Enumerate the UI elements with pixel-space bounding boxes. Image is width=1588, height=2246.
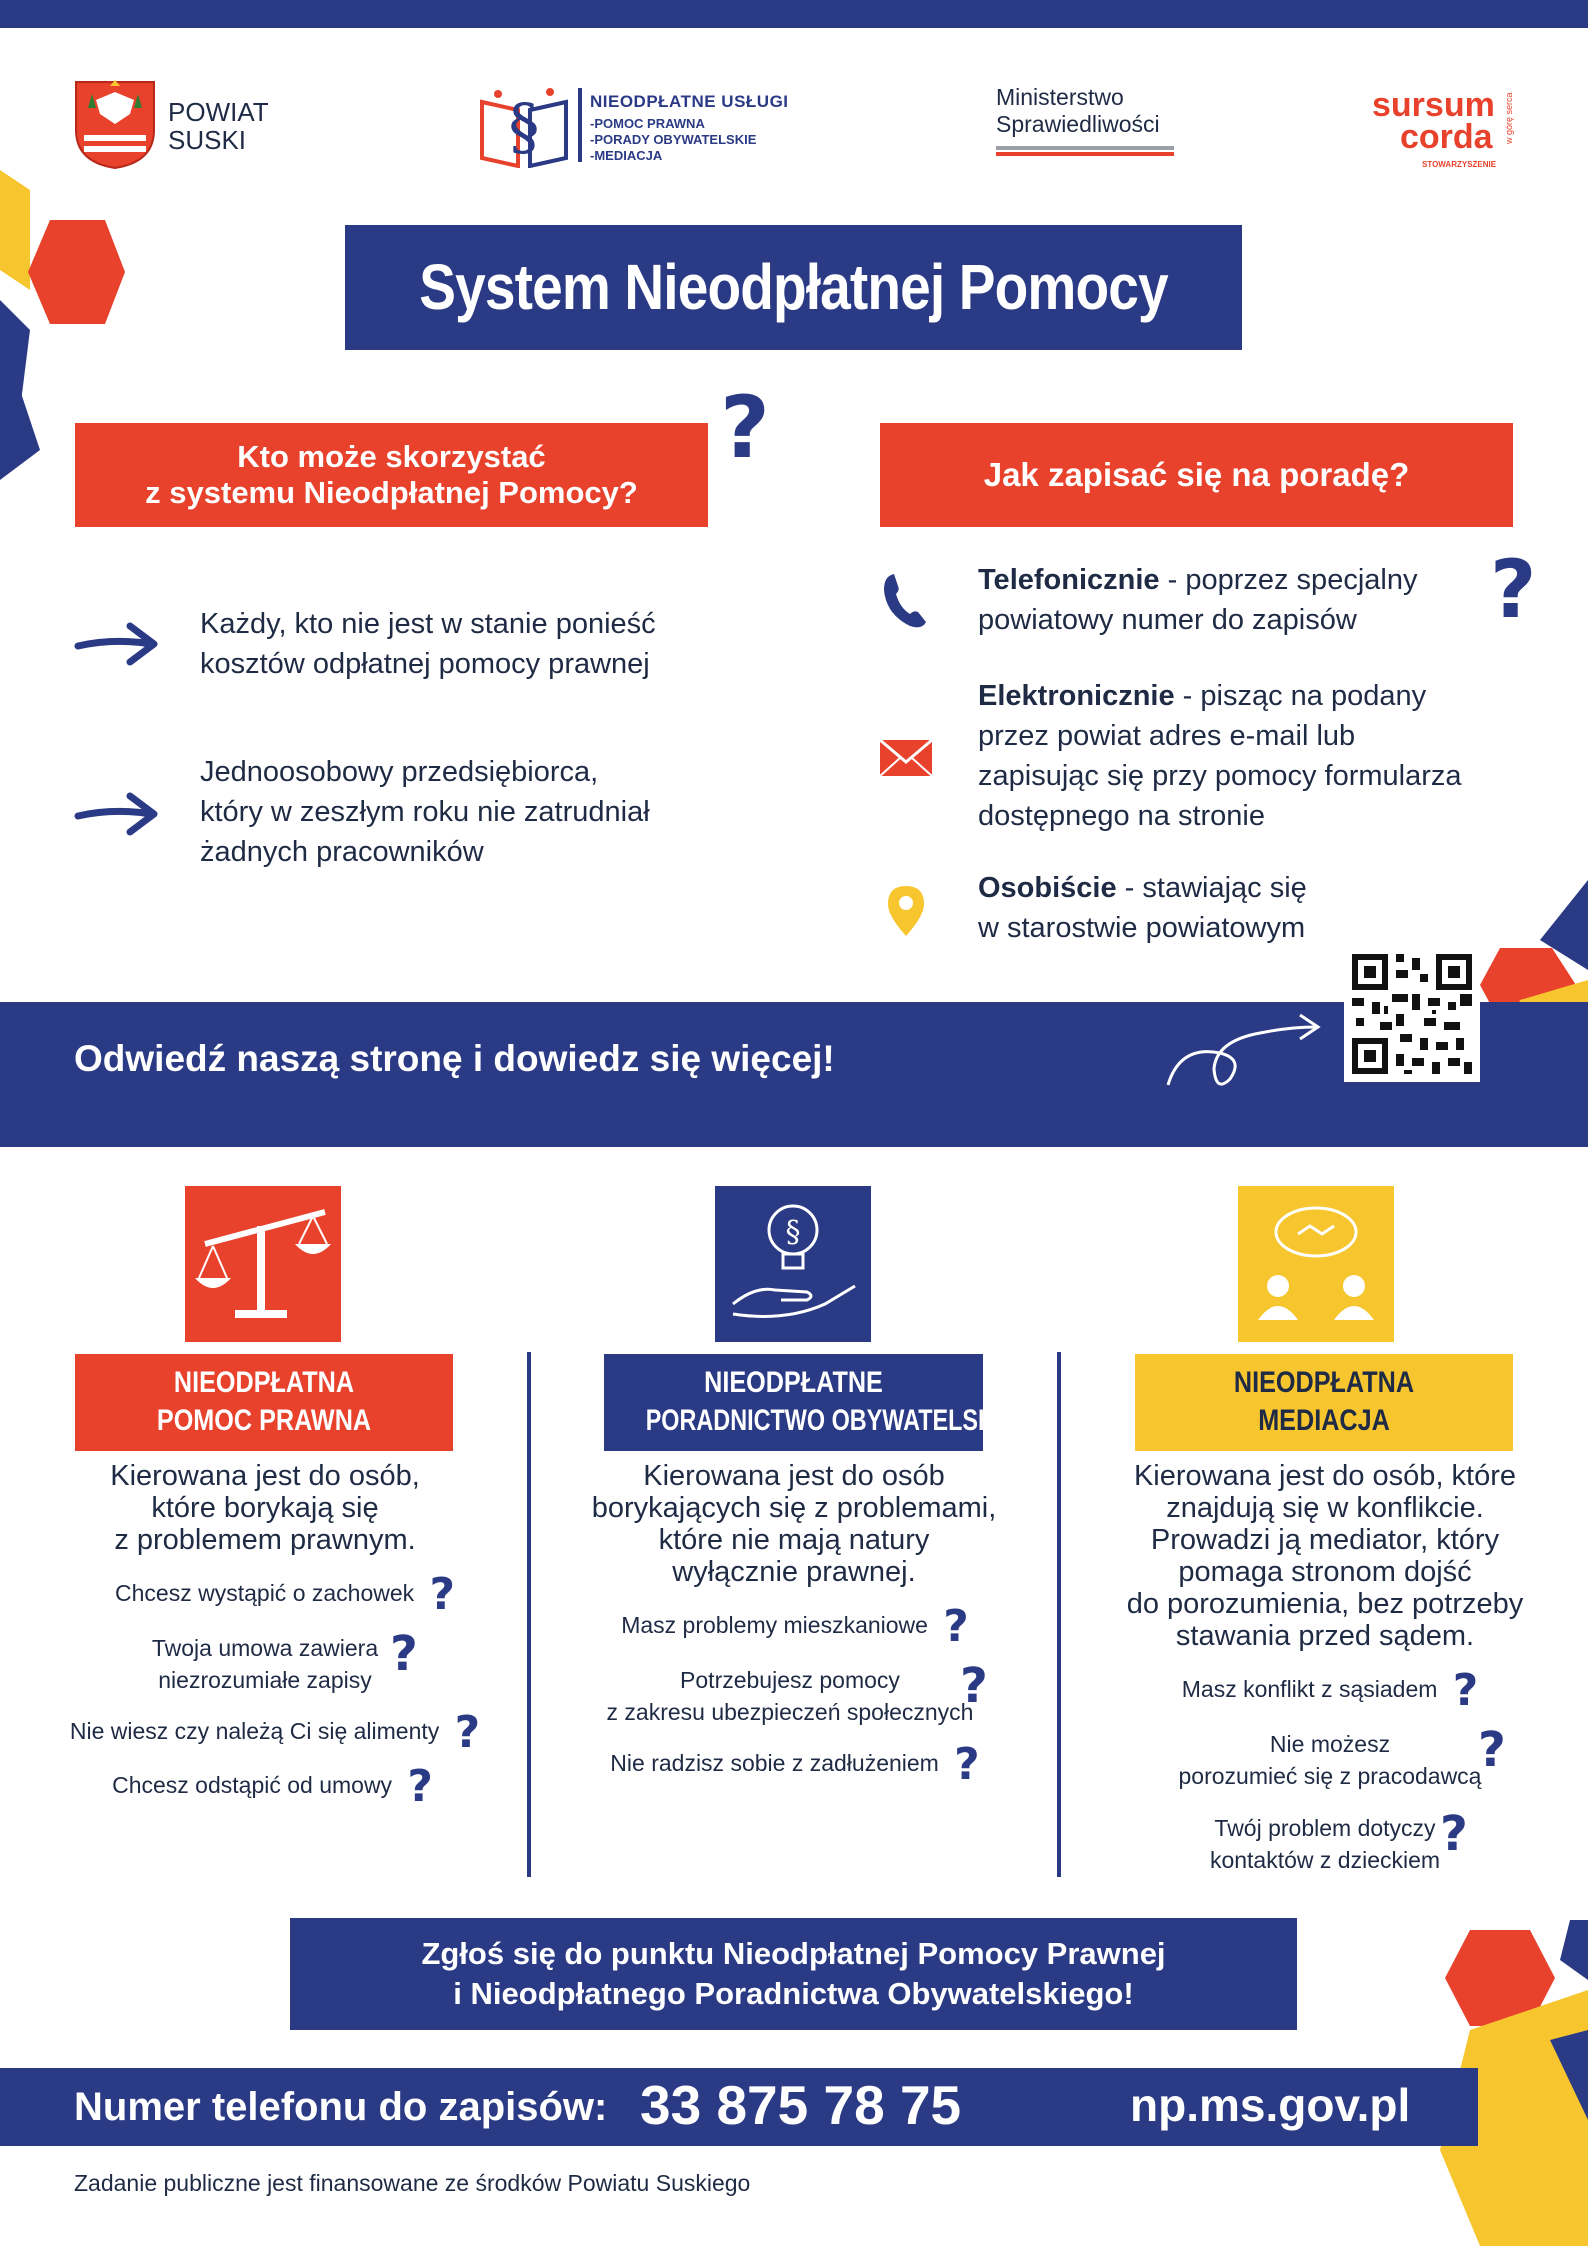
nus-title: NIEODPŁATNE USŁUGI <box>590 92 789 111</box>
question-text: Masz problemy mieszkaniowe <box>621 1612 928 1638</box>
question-mark-icon: ? <box>960 1658 988 1714</box>
svg-text:§: § <box>508 90 540 163</box>
top-bar <box>0 0 1588 28</box>
who-heading-line1: Kto może skorzystać <box>237 439 546 474</box>
sursum-sub: STOWARZYSZENIE <box>1422 160 1497 169</box>
how-email-rest: - pisząc na podany <box>1174 680 1427 712</box>
question-mark-icon: ? <box>720 378 770 478</box>
qr-code-icon <box>1344 946 1480 1082</box>
column-question <box>1140 1722 1520 1792</box>
column-question <box>590 1658 990 1728</box>
how-phone <box>978 560 1417 640</box>
arrow-right-icon <box>74 790 158 838</box>
question-mark-icon: ? <box>938 1739 980 1790</box>
question-mark-icon: ? <box>1478 1722 1506 1778</box>
question-text: Chcesz wystąpić o zachowek <box>115 1580 415 1606</box>
question-mark-icon: ? <box>414 1569 455 1620</box>
nieodplatne-uslugi-logo <box>478 82 808 172</box>
who-item-line: kosztów odpłatnej pomocy prawnej <box>200 648 650 680</box>
how-person <box>978 868 1307 948</box>
cta-line1: Zgłoś się do punktu Nieodpłatnej Pomocy Prawnej <box>421 1936 1166 1971</box>
question-text: Nie wiesz czy należą Ci się alimenty <box>69 1718 440 1744</box>
footer-phone-number[interactable]: 33 875 78 75 <box>640 2074 962 2136</box>
how-email-line2: przez powiat adres e-mail lub <box>978 720 1356 752</box>
envelope-icon <box>878 738 934 778</box>
column-desc <box>60 1460 470 1556</box>
question-text: Nie możesz <box>1269 1731 1391 1757</box>
nus-item: -PORADY OBYWATELSKIE <box>590 132 757 147</box>
powiat-line2: SUSKI <box>168 125 247 155</box>
question-text: porozumieć się z pracodawcą <box>1178 1763 1482 1789</box>
how-email-line3: zapisując się przy pomocy formularza <box>978 760 1462 792</box>
column-question <box>600 1739 990 1790</box>
nus-item: -MEDIACJA <box>590 148 663 163</box>
who-item-line: który w zeszłym roku nie zatrudniał <box>200 796 650 828</box>
how-heading-box <box>880 423 1513 527</box>
column-desc-line: wyłącznie prawnej. <box>672 1556 916 1588</box>
bulb-icon-box <box>715 1186 871 1342</box>
nus-item: -POMOC PRAWNA <box>590 116 705 131</box>
column-divider <box>527 1352 531 1877</box>
column-desc-line: które nie mają natury <box>658 1524 930 1556</box>
how-heading: Jak zapisać się na poradę? <box>983 456 1410 493</box>
sursum-line1: sursum <box>1372 86 1495 124</box>
who-item-line: Jednoosobowy przedsiębiorca, <box>200 756 599 788</box>
question-text: niezrozumiałe zapisy <box>158 1667 372 1693</box>
column-divider <box>1057 1352 1061 1877</box>
visit-banner-text: Odwiedź naszą stronę i dowiedz się więcej! <box>74 1038 835 1079</box>
footer-website-link[interactable]: np.ms.gov.pl <box>1130 2079 1411 2131</box>
column-title-line2: MEDIACJA <box>1258 1404 1390 1437</box>
column-desc <box>570 1460 1018 1588</box>
column-question <box>1140 1665 1520 1716</box>
column-question <box>1140 1806 1510 1876</box>
column-title-box <box>1135 1354 1513 1451</box>
how-phone-line2: powiatowy numer do zapisów <box>978 604 1357 636</box>
question-text: kontaktów z dzieckiem <box>1209 1847 1441 1873</box>
sursum-corda-logo <box>1372 84 1522 174</box>
column-title-line1: NIEODPŁATNE <box>704 1366 883 1399</box>
svg-text:§: § <box>785 1215 801 1250</box>
question-text: Potrzebujesz pomocy <box>680 1667 900 1693</box>
column-desc-line: Kierowana jest do osób, które <box>1133 1460 1517 1492</box>
ministry-line2: Sprawiedliwości <box>996 111 1160 137</box>
coat-of-arms-icon <box>74 80 156 170</box>
ministry-logo <box>996 84 1186 156</box>
qr-code[interactable] <box>1344 946 1480 1082</box>
column-desc-line: znajdują się w konflikcie. <box>1166 1492 1484 1524</box>
question-mark-icon: ? <box>1440 1806 1468 1862</box>
column-desc-line: stawania przed sądem. <box>1175 1620 1475 1652</box>
cta-box <box>290 1918 1297 2030</box>
column-desc-line: Kierowana jest do osób <box>643 1460 945 1492</box>
question-text: Twoja umowa zawiera <box>151 1635 379 1661</box>
scales-icon-box <box>185 1186 341 1342</box>
column-question <box>100 1626 430 1696</box>
question-mark-icon: ? <box>1490 543 1537 636</box>
how-email-bold: Elektronicznie <box>978 680 1175 712</box>
column-title-line1: NIEODPŁATNA <box>1233 1366 1415 1399</box>
how-person-line2: w starostwie powiatowym <box>978 912 1306 944</box>
cta-line2: i Nieodpłatnego Poradnictwa Obywatelskiego! <box>453 1976 1134 2011</box>
column-desc-line: borykających się z problemami, <box>591 1492 997 1524</box>
question-text: Masz konflikt z sąsiadem <box>1181 1676 1438 1702</box>
column-question <box>60 1707 490 1758</box>
how-phone-bold: Telefonicznie <box>978 564 1160 596</box>
column-desc-line: Prowadzi ją mediator, który <box>1150 1524 1500 1556</box>
column-desc-line: Kierowana jest do osób, <box>110 1460 420 1492</box>
column-title-line2: POMOC PRAWNA <box>156 1404 372 1437</box>
ministry-line1: Ministerstwo <box>996 84 1124 110</box>
swirl-arrow-icon <box>1160 1005 1326 1095</box>
powiat-line1: POWIAT <box>168 97 269 127</box>
column-desc-line: z problemem prawnym. <box>114 1524 416 1556</box>
column-title-line2: PORADNICTWO OBYWATELSKIE <box>645 1404 1018 1437</box>
scales-of-justice-icon <box>185 1186 341 1342</box>
how-person-bold: Osobiście <box>978 872 1117 904</box>
phone-icon <box>880 570 930 632</box>
column-desc-line: pomaga stronom dojść <box>1178 1556 1472 1588</box>
column-question <box>100 1761 445 1812</box>
mediation-icon-box <box>1238 1186 1394 1342</box>
powiat-logo <box>74 80 284 170</box>
question-mark-icon: ? <box>927 1601 969 1652</box>
column-title-box <box>75 1354 453 1451</box>
column-question <box>600 1601 990 1652</box>
column-title-box <box>604 1354 1018 1451</box>
location-pin-icon <box>886 884 926 938</box>
sursum-side: w górę serca <box>1504 92 1514 144</box>
question-mark-icon: ? <box>1437 1665 1479 1716</box>
column-desc <box>1100 1460 1550 1652</box>
column-desc-line: które borykają się <box>151 1492 379 1524</box>
page-title: System Nieodpłatnej Pomocy <box>419 251 1168 323</box>
arrow-right-icon <box>74 620 158 668</box>
how-email-line4: dostępnego na stronie <box>978 800 1265 832</box>
who-item-line: Każdy, kto nie jest w stanie ponieść <box>200 608 656 640</box>
who-item-line: żadnych pracowników <box>200 836 484 868</box>
sursum-line2: corda <box>1400 118 1493 156</box>
column-desc-line: do porozumienia, bez potrzeby <box>1126 1588 1524 1620</box>
how-person-rest: - stawiając się <box>1116 872 1307 904</box>
question-text: Nie radzisz sobie z zadłużeniem <box>610 1750 939 1776</box>
question-mark-icon: ? <box>439 1707 481 1758</box>
people-handshake-icon <box>1238 1186 1394 1342</box>
who-heading-line2: z systemu Nieodpłatnej Pomocy? <box>145 475 638 510</box>
footer-note: Zadanie publiczne jest finansowane ze środków Powiatu Suskiego <box>74 2170 751 2196</box>
who-heading-box <box>75 423 708 527</box>
column-title-line1: NIEODPŁATNA <box>173 1366 355 1399</box>
who-item-2 <box>200 752 650 872</box>
how-phone-rest: - poprzez specjalny <box>1159 564 1418 596</box>
question-text: z zakresu ubezpieczeń społecznych <box>606 1699 974 1725</box>
question-mark-icon: ? <box>392 1761 433 1812</box>
question-text: Twój problem dotyczy <box>1214 1815 1436 1841</box>
column-question <box>110 1569 455 1620</box>
footer-phone-label: Numer telefonu do zapisów: <box>74 2085 608 2129</box>
who-item-1 <box>200 604 656 684</box>
page-title-box <box>345 225 1242 350</box>
how-email <box>978 676 1462 836</box>
question-mark-icon: ? <box>390 1626 418 1682</box>
lightbulb-paragraph-icon <box>715 1186 871 1342</box>
question-text: Chcesz odstąpić od umowy <box>112 1772 393 1798</box>
paragraph-book-icon <box>478 82 570 168</box>
